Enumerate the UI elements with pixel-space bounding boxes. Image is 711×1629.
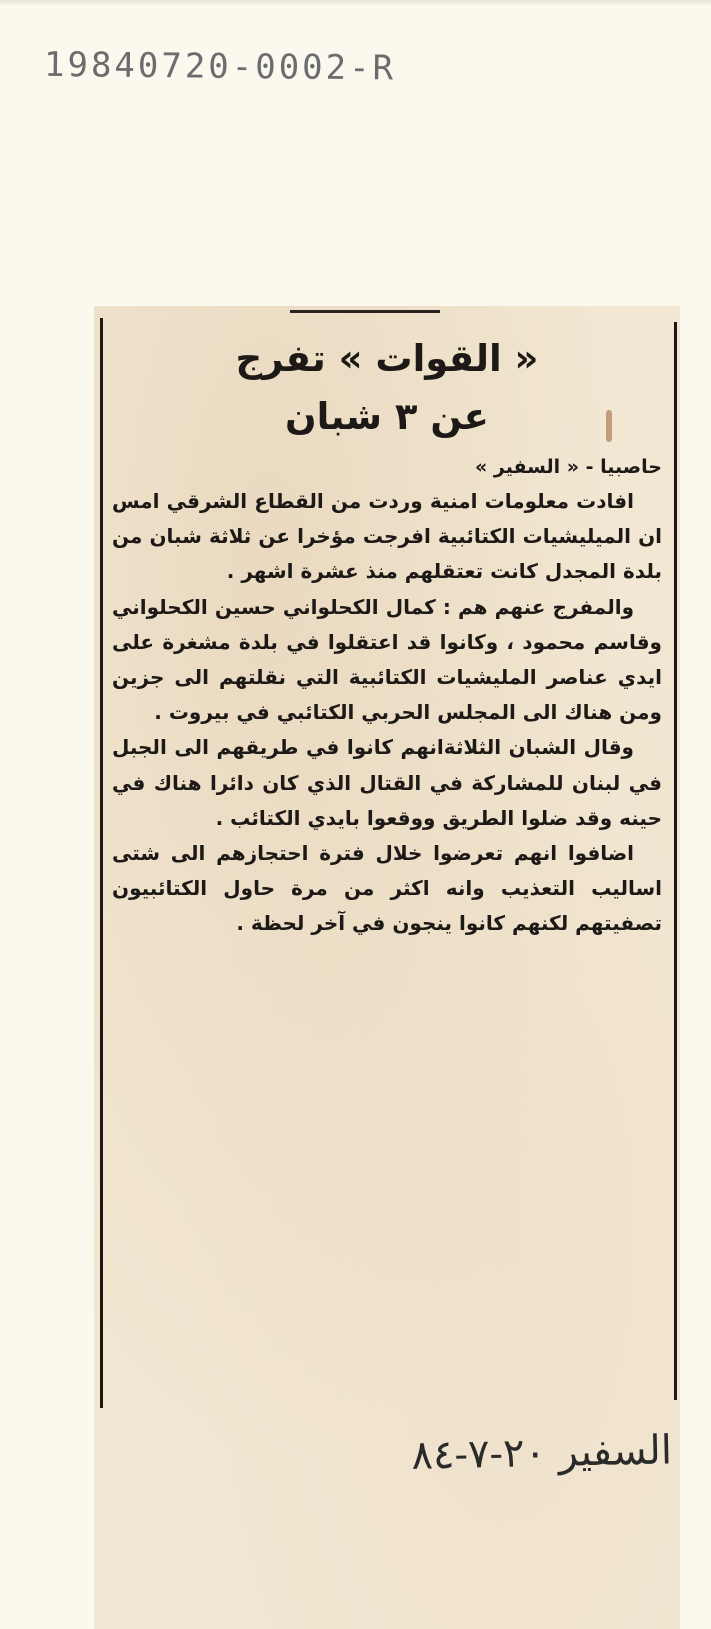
page-edge	[0, 0, 711, 6]
headline	[112, 330, 662, 446]
paragraph-3: وقال الشبان الثلاثةانهم كانوا في طريقهم الى الجبل في لبنان للمشاركة في القتال الذي كان دائرا هناك في حينه وقد ضلوا الطريق ووقعوا بايدي الكتائب .	[112, 735, 662, 830]
handwritten-source-note: السفير ٢٠-٧-٨٤	[410, 1427, 673, 1479]
clipping-top-rule	[290, 310, 440, 313]
headline-line-2: عن ٣ شبان	[285, 395, 489, 438]
column-rule-left	[100, 318, 103, 1408]
paragraph-4: اضافوا انهم تعرضوا خلال فترة احتجازهم الى شتى اساليب التعذيب وانه اكثر من مرة حاول الكتائبيون تصفيتهم لكنهم كانوا ينجون في آخر لحظة .	[112, 841, 662, 936]
paragraph-1: افادت معلومات امنية وردت من القطاع الشرقي امس ان الميليشيات الكتائبية افرجت مؤخرا عن ثلاثة شبان من بلدة المجدل كانت تعتقلهم منذ عشرة اشهر .	[112, 489, 662, 584]
column-rule-right	[674, 322, 677, 1400]
dateline: حاصبيا - « السفير »	[475, 456, 662, 478]
paragraph-2: والمفرج عنهم هم : كمال الكحلواني حسين الكحلواني وقاسم محمود ، وكانوا قد اعتقلوا في بلدة مشغرة على ايدي عناصر المليشيات الكتائبية التي نقلتهم الى جزين ومن هناك الى المجلس الحربي الكتائبي في بيروت .	[112, 594, 662, 725]
article	[112, 330, 662, 942]
article-body	[112, 484, 662, 942]
headline-line-1: « القوات » تفرج	[235, 337, 539, 380]
archive-code: 19840720-0002-R	[43, 44, 397, 89]
